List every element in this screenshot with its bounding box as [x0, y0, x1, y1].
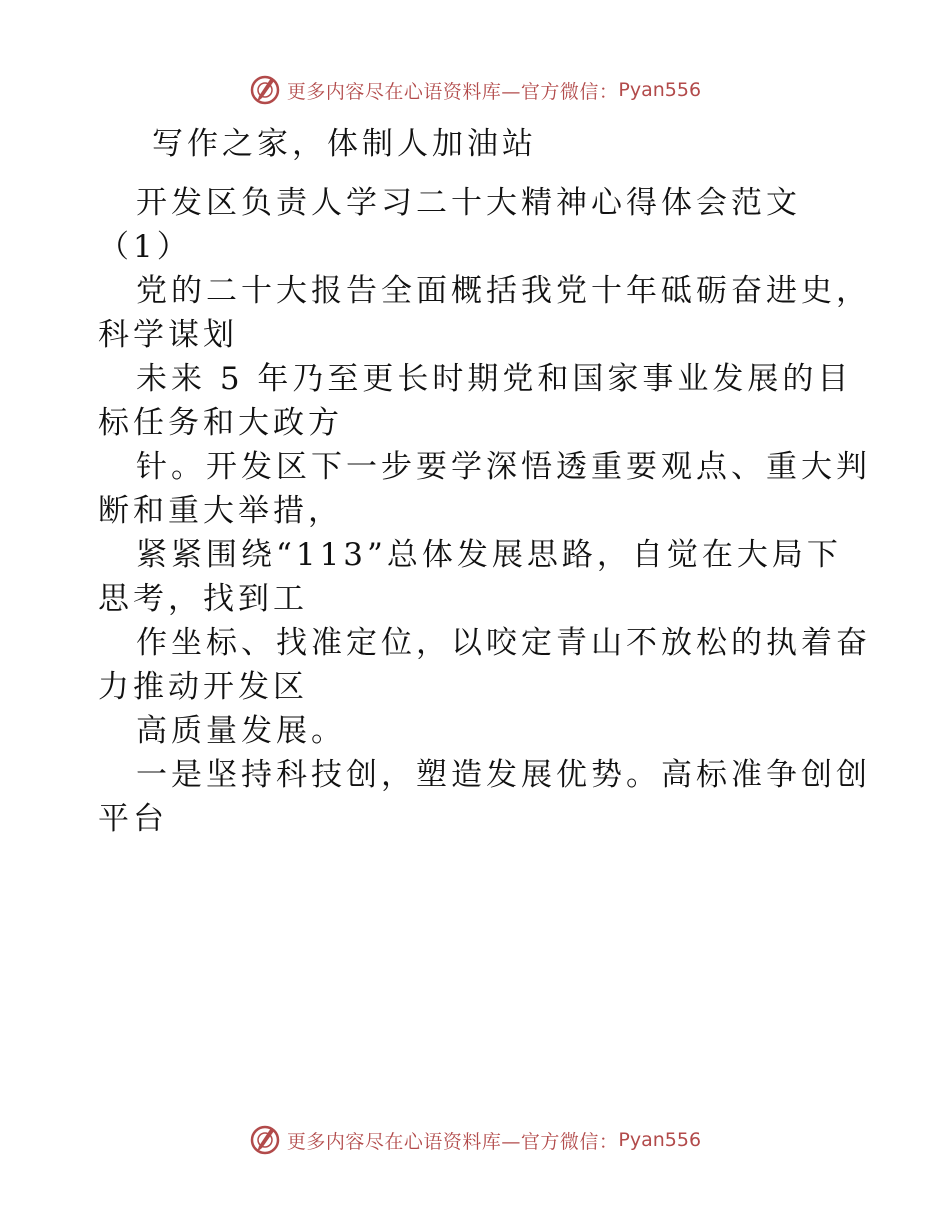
text-line: 思考，找到工	[98, 581, 308, 617]
header-watermark	[0, 72, 950, 108]
watermark-text: 更多内容尽在心语资料库—官方微信：	[286, 80, 619, 103]
text-line: （1）	[98, 229, 192, 265]
pen-logo-icon	[249, 1124, 281, 1156]
text-line: 标任务和大政方	[98, 405, 343, 441]
text-line: 未来 5 年乃至更长时期党和国家事业发展的目	[136, 361, 853, 397]
text-line: 作坐标、找准定位，以咬定青山不放松的执着奋	[136, 625, 871, 661]
text-line: 力推动开发区	[98, 669, 308, 705]
text-line: 紧紧围绕“113”总体发展思路，自觉在大局下	[136, 537, 842, 573]
document-title: 开发区负责人学习二十大精神心得体会范文	[136, 185, 801, 221]
text-line: 平台	[98, 801, 168, 837]
text-line: 科学谋划	[98, 317, 238, 353]
text-line: 高质量发展。	[136, 713, 346, 749]
watermark-id: Pyan556	[618, 1129, 702, 1151]
text-line: 针。开发区下一步要学深悟透重要观点、重大判	[136, 449, 871, 485]
footer-watermark	[0, 1122, 950, 1158]
watermark-id: Pyan556	[618, 79, 702, 101]
document-body	[98, 122, 871, 841]
text-line: 一是坚持科技创，塑造发展优势。高标准争创创	[136, 757, 871, 793]
watermark-text: 更多内容尽在心语资料库—官方微信：	[286, 1130, 619, 1153]
text-line: 党的二十大报告全面概括我党十年砥砺奋进史，	[136, 273, 871, 309]
header-line: 写作之家，体制人加油站	[152, 126, 537, 162]
text-line: 断和重大举措，	[98, 493, 343, 529]
pen-logo-icon	[249, 74, 281, 106]
